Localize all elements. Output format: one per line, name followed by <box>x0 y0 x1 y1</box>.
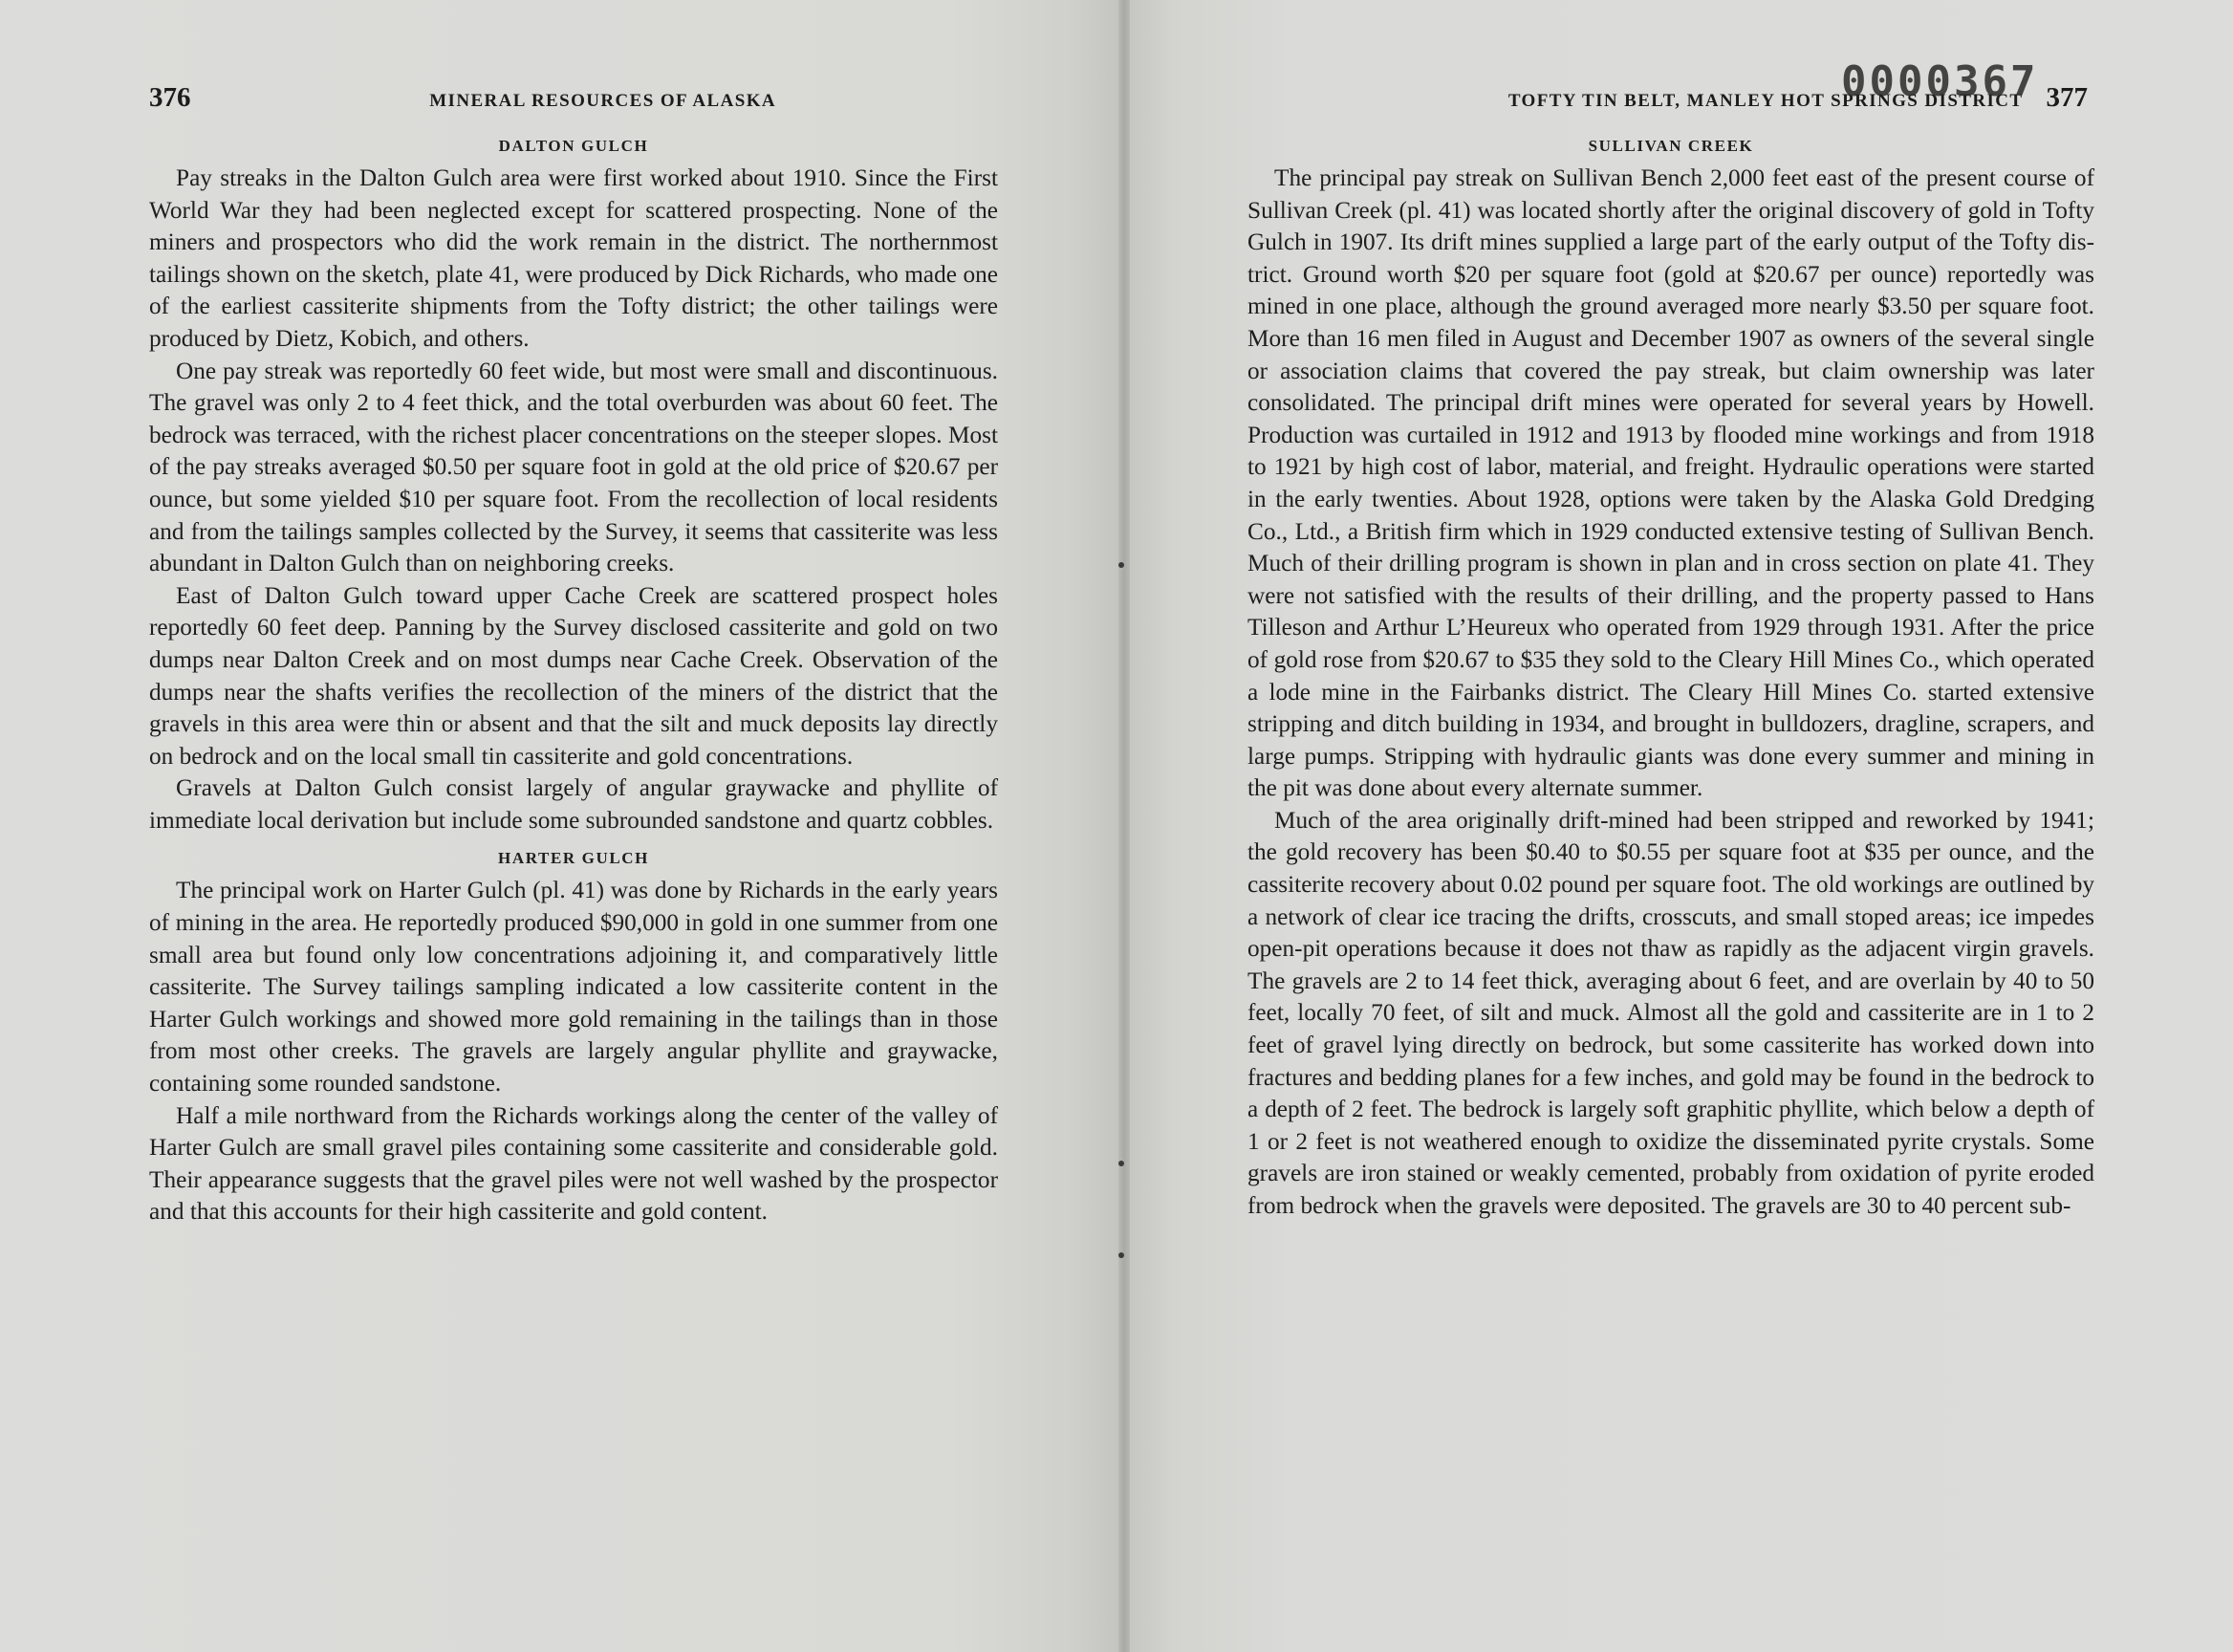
left-page-number: 376 <box>149 82 191 113</box>
section-heading-dalton-gulch: DALTON GULCH <box>498 137 649 155</box>
right-running-title: TOFTY TIN BELT, MANLEY HOT SPRINGS DISTRICT <box>1507 91 2024 111</box>
left-running-head <box>149 82 998 120</box>
right-page-number: 377 <box>2046 82 2088 113</box>
section-heading-sullivan-creek: SULLIVAN CREEK <box>1588 137 1754 155</box>
binding-mark <box>1118 562 1124 568</box>
body-paragraph: One pay streak was reportedly 60 feet wide, but most were small and discontinuous. The gravel was only 2 to 4 feet thick, and the total overburden was about 60 feet. The bedrock was terraced, with the richest placer concentrations on the steeper slopes. Most of the pay streaks averaged $0.50 per square foot in gold at the old price of $20.67 per ounce, but some yielded $10 per square foot. From the recollection of local residents and from the tailings samples collected by the Survey, it seems that cassiterite was less abundant in Dalton Gulch than on neighboring creeks. <box>149 357 998 577</box>
binding-mark <box>1118 1252 1124 1258</box>
body-paragraph: Half a mile northward from the Richards workings along the center of the valley of Harter Gulch are small gravel piles containing some cassiterite and considerable gold. Their appearance suggests that the gravel piles were not well washed by the prospector and that this accounts for their high cassiterite and gold content. <box>149 1101 998 1226</box>
body-paragraph: Much of the area originally drift-mined had been stripped and reworked by 1941; the gold recovery has been $0.40 to $0.55 per square foot at $35 per ounce, and the cassiterite recovery about 0.02 pound per square foot. The old workings are outlined by a network of clear ice tracing the drifts, crosscuts, and small stoped areas; ice impedes open-pit operations because it does not thaw as rapidly as the adjacent virgin gravels. The gravels are 2 to 14 feet thick, averaging about 6 feet, and are overlain by 40 to 50 feet, locally 70 feet, of silt and muck. Almost all the gold and cassiterite are in 1 to 2 feet of gravel lying directly on bedrock, but some cassiterite has worked down into fractures and bedding planes for a few inches, and gold may be found in the bedrock to a depth of 2 feet. The bedrock is largely soft graphitic phyllite, which below a depth of 1 or 2 feet is not weathered enough to oxidize the disseminated pyrite crystals. Some gravels are iron stained or weakly cemented, probably from oxidation of pyrite eroded from bedrock when the gravels were deposited. The gravels are 30 to 40 percent sub- <box>1247 806 2094 1219</box>
body-paragraph: Pay streaks in the Dalton Gulch area were first worked about 1910. Since the First World War they had been neglected except for scattered prospecting. None of the miners and prospectors who did the work remain in the district. The northernmost tailings shown on the sketch, plate 41, were produced by Dick Richards, who made one of the earliest cassiterite shipments from the Tofty district; the other tailings were produced by Dietz, Kobich, and others. <box>149 164 998 352</box>
body-paragraph: Gravels at Dalton Gulch consist largely of angular graywacke and phyllite of immediate local derivation but include some subrounded sandstone and quartz cobbles. <box>149 774 998 834</box>
left-running-title: MINERAL RESOURCES OF ALASKA <box>429 91 776 111</box>
body-paragraph: The principal work on Harter Gulch (pl. 41) was done by Richards in the early years of mining in the area. He reportedly produced $90,000 in gold in one summer from one small area but found only low concentrations adjoining it, and comparatively little cassiterite. The Survey tailings sampling indicated a low cassiterite content in the Harter Gulch workings and showed more gold remaining in the tailings than in those from most other creeks. The gravels are largely angular phyllite and graywacke, containing some rounded sandstone. <box>149 877 998 1098</box>
body-paragraph: East of Dalton Gulch toward upper Cache Creek are scattered prospect holes reportedly 60 feet deep. Panning by the Survey disclosed cassiterite and gold on two dumps near Dalton Creek and on most dumps near Cache Creek. Observation of the dumps near the shafts verifies the recollection of the miners of the district that the gravels in this area were thin or absent and that the silt and muck deposits lay directly on bedrock and on the local small tin cassiterite and gold concentrations. <box>149 581 998 770</box>
right-text-column <box>1247 132 2094 1223</box>
body-paragraph: The principal pay streak on Sullivan Bench 2,000 feet east of the present course of Sullivan Creek (pl. 41) was located shortly after the original discovery of gold in Tofty Gulch in 1907. Its drift mines supplied a large part of the early output of the Tofty district. Ground worth $20 per square foot (gold at $20.67 per ounce) reportedly was mined in one place, although the ground averaged more nearly $3.50 per square foot. More than 16 men filed in August and December 1907 as owners of the several single or association claims that covered the pay streak, but claim ownership was later consolidated. The principal drift mines were operated for several years by Howell. Production was curtailed in 1912 and 1913 by flooded mine workings and from 1918 to 1921 by high cost of labor, material, and freight. Hydraulic operations were started in the early twenties. About 1928, options were taken by the Alaska Gold Dredging Co., Ltd., a British firm which in 1929 conducted extensive testing of Sullivan Bench. Much of their drilling program is shown in plan and in cross section on plate 41. They were not satisfied with the results of their drilling, and the property passed to Hans Tilleson and Arthur L’Heureux who operated from 1929 through 1931. After the price of gold rose from $20.67 to $35 they sold to the Cleary Hill Mines Co., which operated a lode mine in the Fairbanks district. The Cleary Hill Mines Co. started extensive stripping and ditch building in 1934, and brought in bulldozers, dragline, scrapers, and large pumps. Stripping with hydraulic giants was done every summer and mining in the pit was done about every alternate summer. <box>1247 164 2094 802</box>
section-heading-harter-gulch: HARTER GULCH <box>498 849 649 868</box>
archive-stamp-number: 0000367 <box>1841 57 2039 106</box>
left-text-column <box>149 132 998 1228</box>
book-gutter <box>1118 0 1130 1652</box>
binding-mark <box>1118 1161 1124 1166</box>
